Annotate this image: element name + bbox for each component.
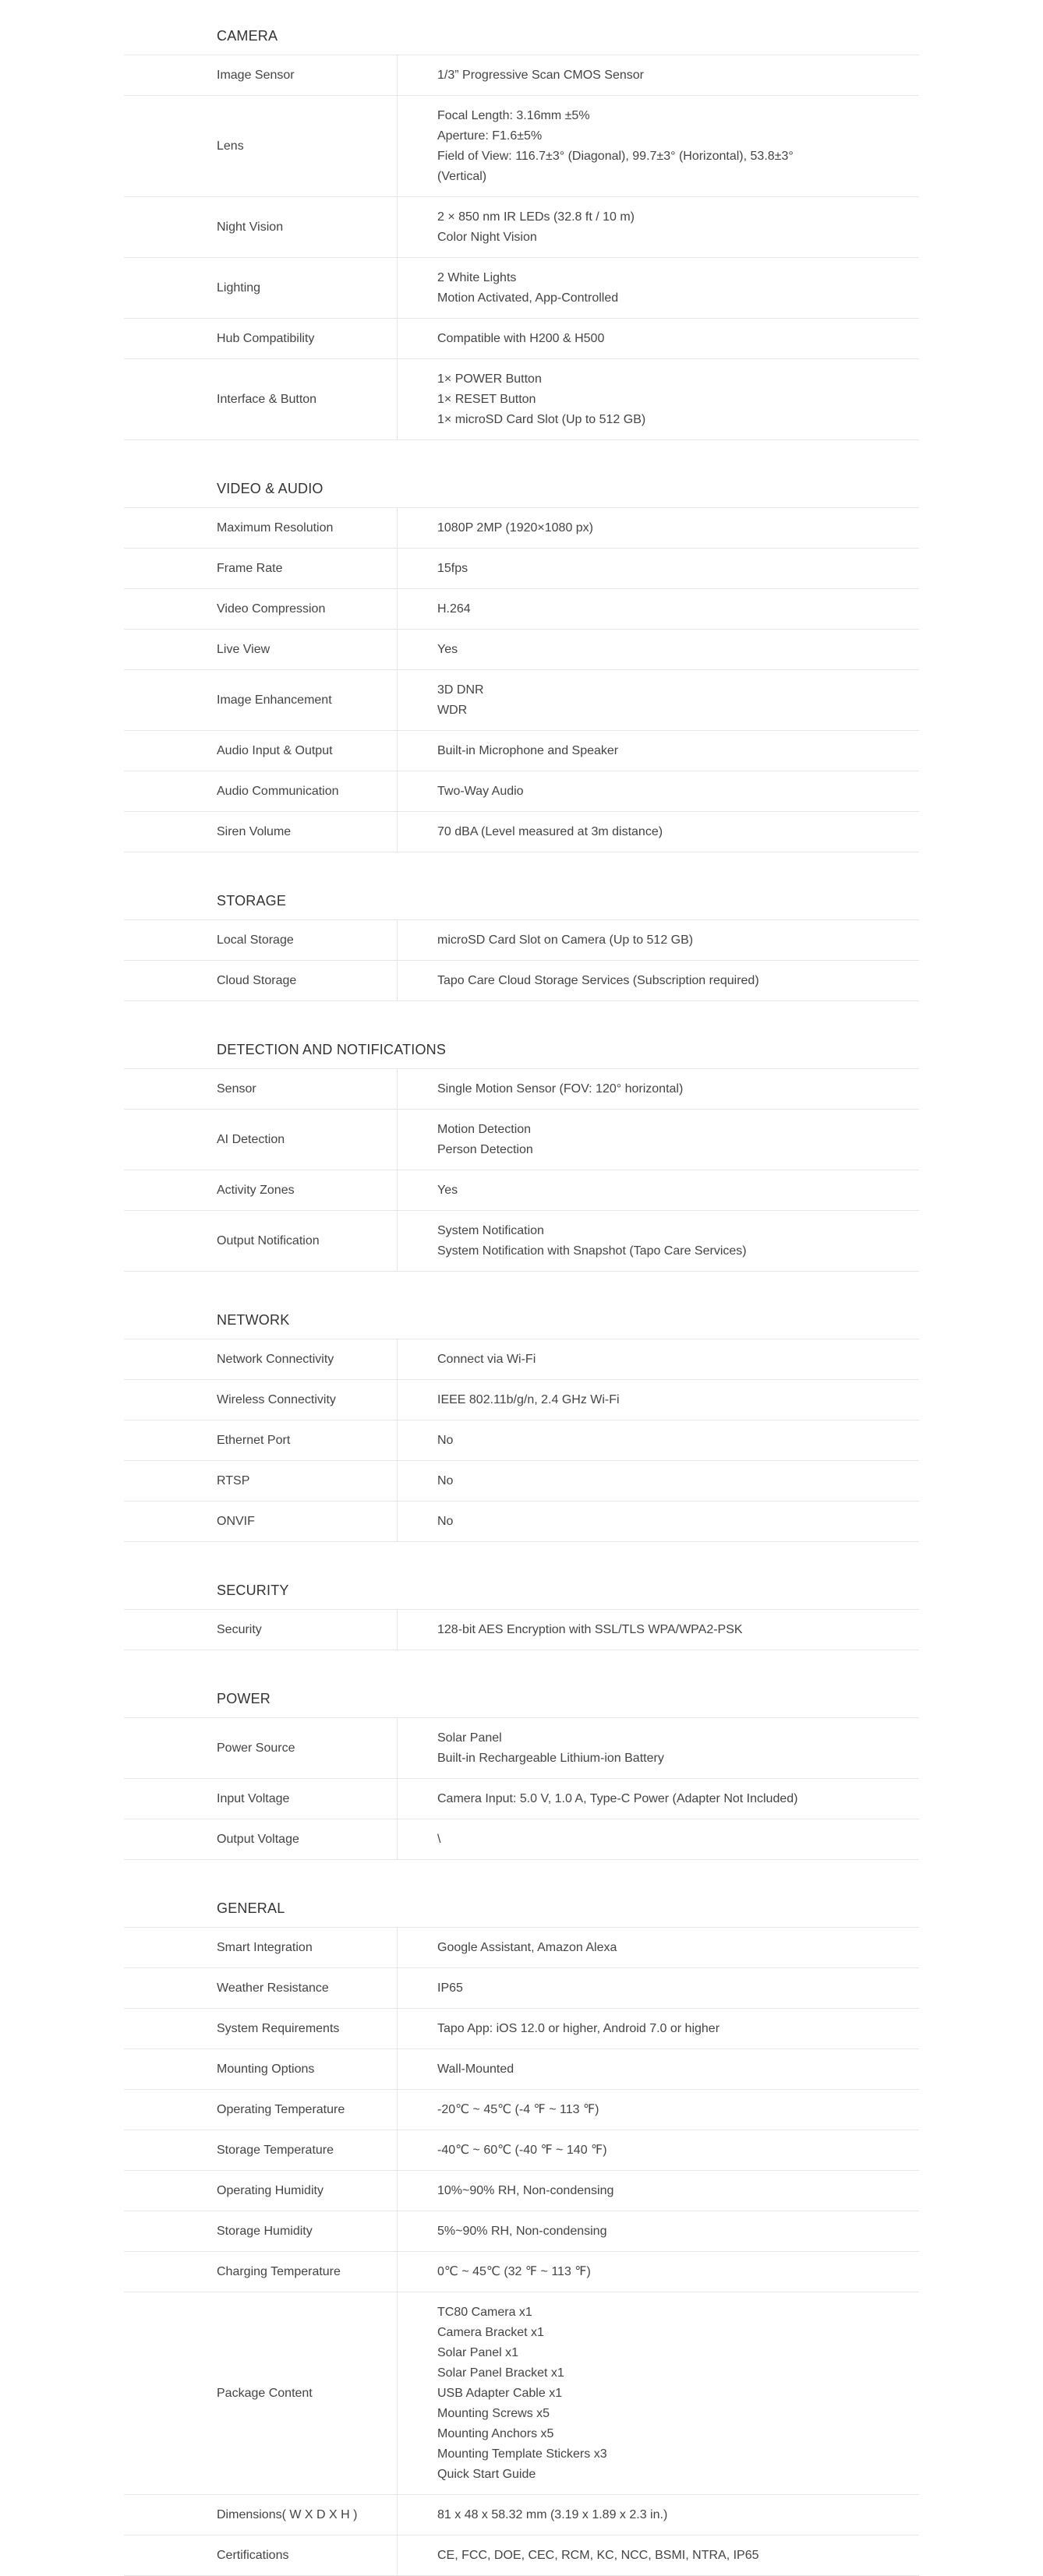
spec-value-line: 15fps: [437, 562, 468, 575]
spec-row-lens: [124, 96, 919, 197]
spec-label: Frame Rate: [124, 549, 398, 588]
spec-value: [398, 1718, 919, 1778]
spec-label: Ethernet Port: [124, 1420, 398, 1460]
spec-value-line: 3D DNR: [437, 683, 484, 697]
spec-label: Storage Humidity: [124, 2211, 398, 2251]
section-title: GENERAL: [124, 1893, 919, 1928]
spec-value-line: 81 x 48 x 58.32 mm (3.19 x 1.89 x 2.3 in.): [437, 2508, 668, 2521]
spec-value-line: Camera Input: 5.0 V, 1.0 A, Type-C Power (Adapter Not Included): [437, 1792, 798, 1805]
spec-label: Maximum Resolution: [124, 508, 398, 548]
section-spacer: [124, 1272, 919, 1304]
spec-value-line: Yes: [437, 1184, 458, 1197]
spec-value-line: 2 White Lights: [437, 271, 517, 284]
spec-row-package-content: [124, 2292, 919, 2495]
spec-row-interface-button: [124, 359, 919, 440]
spec-label: Cloud Storage: [124, 961, 398, 1000]
spec-value-line: No: [437, 1474, 454, 1487]
specifications-table: [124, 0, 919, 2576]
spec-row-image-sensor: [124, 55, 919, 96]
spec-value-line: Field of View: 116.7±3° (Diagonal), 99.7±3° (Horizontal), 53.8±3°: [437, 150, 794, 163]
spec-label: Image Sensor: [124, 55, 398, 95]
spec-value: [398, 920, 919, 960]
spec-row-video-compression: [124, 589, 919, 630]
spec-value-line: System Notification: [437, 1224, 544, 1237]
spec-row-dimensions-w-x-d-x-h: [124, 2495, 919, 2535]
spec-value: [398, 2009, 919, 2048]
spec-value-line: System Notification with Snapshot (Tapo Care Services): [437, 1244, 747, 1258]
spec-value-line: -20℃ ~ 45℃ (-4 ℉ ~ 113 ℉): [437, 2103, 599, 2116]
spec-value-line: Two-Way Audio: [437, 785, 524, 798]
spec-row-system-requirements: [124, 2009, 919, 2049]
spec-value-line: Solar Panel x1: [437, 2346, 519, 2359]
spec-section-security: [124, 1575, 919, 1650]
spec-value: [398, 1928, 919, 1967]
spec-label: Image Enhancement: [124, 670, 398, 730]
section-title: CAMERA: [124, 20, 919, 55]
spec-value: [398, 2535, 919, 2575]
spec-section-detection-and-notifications: [124, 1034, 919, 1272]
spec-value: [398, 2211, 919, 2251]
spec-value: [398, 1501, 919, 1541]
spec-label: Charging Temperature: [124, 2252, 398, 2292]
section-title: POWER: [124, 1683, 919, 1718]
spec-value: [398, 96, 919, 196]
section-spacer: [124, 440, 919, 473]
spec-value: [398, 961, 919, 1000]
spec-value-line: Mounting Screws x5: [437, 2407, 550, 2420]
spec-row-hub-compatibility: [124, 319, 919, 359]
spec-label: AI Detection: [124, 1110, 398, 1170]
spec-row-live-view: [124, 630, 919, 670]
spec-value-line: Yes: [437, 643, 458, 656]
spec-value-line: WDR: [437, 704, 468, 717]
spec-label: Audio Input & Output: [124, 731, 398, 771]
spec-value: [398, 2049, 919, 2089]
spec-value-line: Connect via Wi-Fi: [437, 1353, 536, 1366]
spec-label: System Requirements: [124, 2009, 398, 2048]
spec-value: [398, 1420, 919, 1460]
spec-row-operating-humidity: [124, 2171, 919, 2211]
spec-value-line: 2 × 850 nm IR LEDs (32.8 ft / 10 m): [437, 210, 635, 224]
spec-label: ONVIF: [124, 1501, 398, 1541]
spec-value-line: Person Detection: [437, 1143, 533, 1156]
spec-value-line: Camera Bracket x1: [437, 2326, 544, 2339]
spec-label: Audio Communication: [124, 771, 398, 811]
spec-value: [398, 359, 919, 439]
spec-label: Wireless Connectivity: [124, 1380, 398, 1420]
spec-value: [398, 2495, 919, 2535]
section-spacer: [124, 1860, 919, 1893]
spec-value: [398, 1110, 919, 1170]
spec-value-line: Single Motion Sensor (FOV: 120° horizontal): [437, 1082, 684, 1096]
spec-value: [398, 1610, 919, 1650]
spec-section-network: [124, 1304, 919, 1542]
spec-row-security: [124, 1610, 919, 1650]
spec-value-line: Mounting Template Stickers x3: [437, 2447, 607, 2461]
spec-row-lighting: [124, 258, 919, 319]
spec-value: [398, 1170, 919, 1210]
spec-value: [398, 55, 919, 95]
spec-label: Input Voltage: [124, 1779, 398, 1819]
spec-value-line: Tapo Care Cloud Storage Services (Subscription required): [437, 974, 759, 987]
spec-value: [398, 1380, 919, 1420]
spec-row-input-voltage: [124, 1779, 919, 1819]
spec-value: [398, 771, 919, 811]
spec-value: [398, 1461, 919, 1501]
section-title: SECURITY: [124, 1575, 919, 1610]
spec-row-night-vision: [124, 197, 919, 258]
spec-row-maximum-resolution: [124, 508, 919, 549]
spec-value-line: USB Adapter Cable x1: [437, 2387, 563, 2400]
spec-row-operating-temperature: [124, 2090, 919, 2130]
spec-value: [398, 630, 919, 669]
spec-label: RTSP: [124, 1461, 398, 1501]
spec-value-line: Built-in Microphone and Speaker: [437, 744, 619, 757]
spec-value: [398, 2252, 919, 2292]
section-spacer: [124, 1542, 919, 1575]
spec-section-general: [124, 1893, 919, 2576]
spec-row-storage-humidity: [124, 2211, 919, 2252]
spec-value-line: Focal Length: 3.16mm ±5%: [437, 109, 590, 122]
spec-value: [398, 2090, 919, 2130]
spec-row-charging-temperature: [124, 2252, 919, 2292]
spec-value: [398, 1819, 919, 1859]
spec-label: Live View: [124, 630, 398, 669]
spec-row-local-storage: [124, 920, 919, 961]
spec-row-image-enhancement: [124, 670, 919, 731]
spec-row-onvif: [124, 1501, 919, 1542]
spec-section-video-audio: [124, 473, 919, 852]
spec-value: [398, 1211, 919, 1271]
spec-row-audio-communication: [124, 771, 919, 812]
spec-value-line: 128-bit AES Encryption with SSL/TLS WPA/WPA2-PSK: [437, 1623, 743, 1636]
spec-value: [398, 1069, 919, 1109]
spec-label: Mounting Options: [124, 2049, 398, 2089]
spec-value-line: Compatible with H200 & H500: [437, 332, 605, 345]
spec-row-audio-input-output: [124, 731, 919, 771]
spec-row-output-notification: [124, 1211, 919, 1272]
spec-row-ai-detection: [124, 1110, 919, 1170]
spec-label: Lighting: [124, 258, 398, 318]
section-spacer: [124, 1650, 919, 1683]
spec-label: Siren Volume: [124, 812, 398, 852]
spec-value-line: Color Night Vision: [437, 231, 537, 244]
spec-value-line: 1× RESET Button: [437, 393, 536, 406]
spec-value-line: microSD Card Slot on Camera (Up to 512 GB): [437, 933, 694, 947]
spec-value: [398, 197, 919, 257]
spec-section-storage: [124, 885, 919, 1001]
spec-label: Interface & Button: [124, 359, 398, 439]
spec-label: Dimensions( W X D X H ): [124, 2495, 398, 2535]
spec-label: Activity Zones: [124, 1170, 398, 1210]
spec-value: [398, 319, 919, 358]
spec-value-line: \: [437, 1833, 441, 1846]
spec-section-camera: [124, 20, 919, 440]
spec-row-ethernet-port: [124, 1420, 919, 1461]
section-title: NETWORK: [124, 1304, 919, 1339]
spec-value-line: Built-in Rechargeable Lithium-ion Battery: [437, 1752, 664, 1765]
spec-label: Smart Integration: [124, 1928, 398, 1967]
spec-row-smart-integration: [124, 1928, 919, 1968]
spec-label: Power Source: [124, 1718, 398, 1778]
spec-row-rtsp: [124, 1461, 919, 1501]
spec-value: [398, 589, 919, 629]
spec-value: [398, 2292, 919, 2494]
spec-row-frame-rate: [124, 549, 919, 589]
spec-label: Security: [124, 1610, 398, 1650]
spec-label: Output Voltage: [124, 1819, 398, 1859]
spec-value: [398, 1779, 919, 1819]
spec-row-output-voltage: [124, 1819, 919, 1860]
section-title: VIDEO & AUDIO: [124, 473, 919, 508]
spec-value-line: Google Assistant, Amazon Alexa: [437, 1941, 617, 1954]
spec-row-wireless-connectivity: [124, 1380, 919, 1420]
spec-value: [398, 2130, 919, 2170]
spec-row-storage-temperature: [124, 2130, 919, 2171]
spec-row-siren-volume: [124, 812, 919, 852]
spec-value-line: Solar Panel: [437, 1731, 502, 1745]
spec-value-line: H.264: [437, 602, 471, 616]
spec-value: [398, 812, 919, 852]
spec-label: Network Connectivity: [124, 1339, 398, 1379]
section-spacer: [124, 852, 919, 885]
spec-label: Output Notification: [124, 1211, 398, 1271]
spec-row-network-connectivity: [124, 1339, 919, 1380]
spec-value-line: IP65: [437, 1981, 463, 1995]
spec-value: [398, 549, 919, 588]
spec-label: Hub Compatibility: [124, 319, 398, 358]
spec-row-cloud-storage: [124, 961, 919, 1001]
spec-value-line: (Vertical): [437, 170, 487, 183]
spec-value-line: Motion Activated, App-Controlled: [437, 291, 619, 305]
spec-value-line: 1080P 2MP (1920×1080 px): [437, 521, 594, 535]
spec-value-line: 5%~90% RH, Non-condensing: [437, 2225, 607, 2238]
spec-value: [398, 670, 919, 730]
spec-value-line: IEEE 802.11b/g/n, 2.4 GHz Wi-Fi: [437, 1393, 620, 1406]
spec-section-power: [124, 1683, 919, 1860]
spec-value-line: Aperture: F1.6±5%: [437, 129, 543, 143]
spec-value-line: 10%~90% RH, Non-condensing: [437, 2184, 614, 2197]
spec-value: [398, 508, 919, 548]
spec-label: Storage Temperature: [124, 2130, 398, 2170]
spec-value-line: CE, FCC, DOE, CEC, RCM, KC, NCC, BSMI, NTRA, IP65: [437, 2549, 759, 2562]
spec-value: [398, 731, 919, 771]
spec-label: Operating Humidity: [124, 2171, 398, 2211]
spec-label: Weather Resistance: [124, 1968, 398, 2008]
spec-value-line: 0℃ ~ 45℃ (32 ℉ ~ 113 ℉): [437, 2265, 591, 2278]
spec-value-line: No: [437, 1515, 454, 1528]
spec-value-line: 1/3” Progressive Scan CMOS Sensor: [437, 69, 644, 82]
section-spacer: [124, 1001, 919, 1034]
spec-row-power-source: [124, 1718, 919, 1779]
spec-value-line: -40℃ ~ 60℃ (-40 ℉ ~ 140 ℉): [437, 2144, 607, 2157]
spec-value-line: No: [437, 1434, 454, 1447]
spec-label: Night Vision: [124, 197, 398, 257]
spec-label: Lens: [124, 96, 398, 196]
spec-value-line: Solar Panel Bracket x1: [437, 2366, 564, 2380]
spec-value-line: TC80 Camera x1: [437, 2306, 532, 2319]
spec-value-line: Quick Start Guide: [437, 2468, 536, 2481]
section-title: STORAGE: [124, 885, 919, 920]
spec-value-line: 70 dBA (Level measured at 3m distance): [437, 825, 663, 838]
spec-label: Certifications: [124, 2535, 398, 2575]
spec-label: Package Content: [124, 2292, 398, 2494]
spec-value-line: 1× POWER Button: [437, 372, 542, 386]
spec-row-mounting-options: [124, 2049, 919, 2090]
spec-label: Sensor: [124, 1069, 398, 1109]
spec-value-line: Wall-Mounted: [437, 2063, 514, 2076]
spec-row-activity-zones: [124, 1170, 919, 1211]
spec-value: [398, 258, 919, 318]
spec-value: [398, 1968, 919, 2008]
spec-row-sensor: [124, 1069, 919, 1110]
spec-value-line: Motion Detection: [437, 1123, 532, 1136]
spec-value: [398, 2171, 919, 2211]
spec-row-certifications: [124, 2535, 919, 2576]
spec-value: [398, 1339, 919, 1379]
spec-row-weather-resistance: [124, 1968, 919, 2009]
spec-value-line: Mounting Anchors x5: [437, 2427, 554, 2440]
section-title: DETECTION AND NOTIFICATIONS: [124, 1034, 919, 1069]
spec-value-line: 1× microSD Card Slot (Up to 512 GB): [437, 413, 646, 426]
spec-value-line: Tapo App: iOS 12.0 or higher, Android 7.0 or higher: [437, 2022, 720, 2035]
spec-label: Local Storage: [124, 920, 398, 960]
spec-label: Video Compression: [124, 589, 398, 629]
spec-label: Operating Temperature: [124, 2090, 398, 2130]
